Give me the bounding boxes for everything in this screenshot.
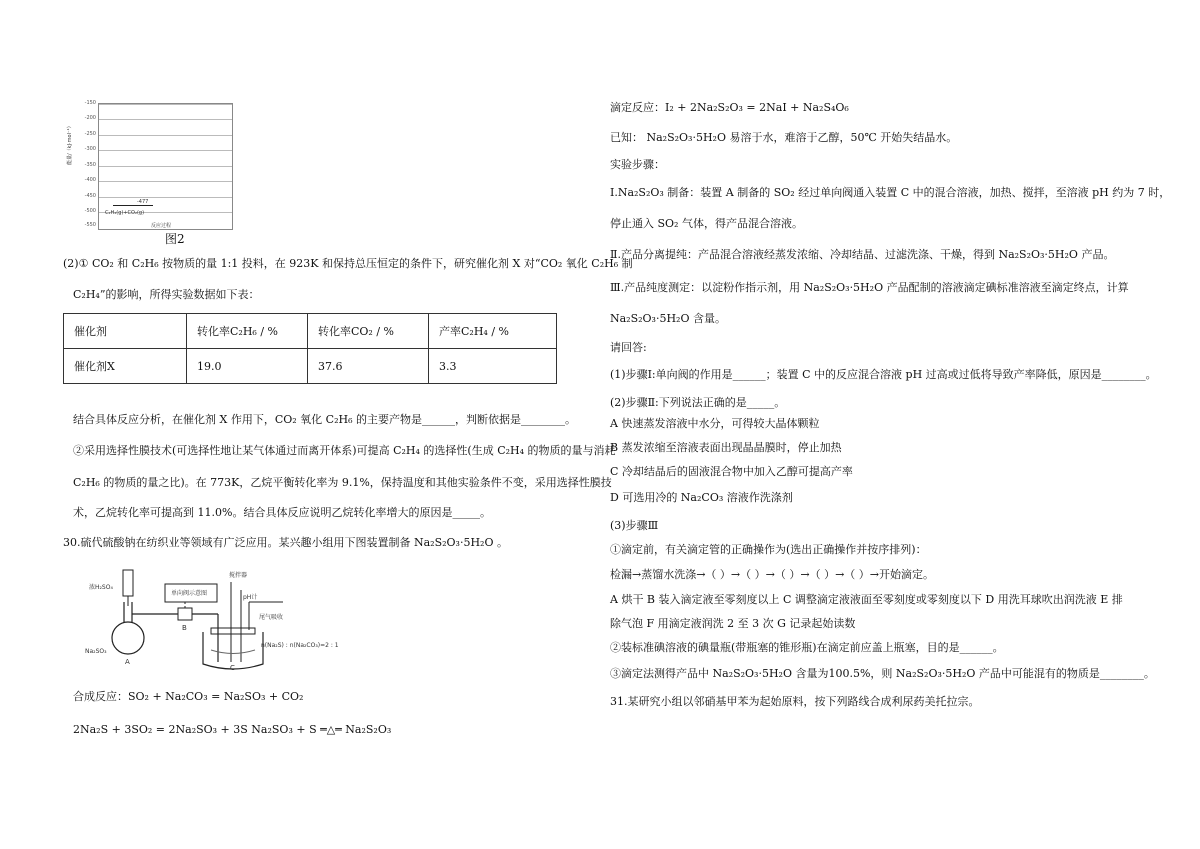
- titration-reaction: 滴定反应：I₂ + 2Na₂S₂O₃ = 2NaI + Na₂S₄O₆: [610, 101, 849, 114]
- question3-2: ②装标准碘溶液的碘量瓶(带瓶塞的锥形瓶)在滴定前应盖上瓶塞，目的是______。: [610, 641, 1004, 654]
- y-tick: -450: [84, 193, 96, 199]
- question3: (3)步骤Ⅲ: [610, 519, 659, 532]
- species-label: C₂H₄(g)+CO₂(g): [105, 210, 145, 216]
- label-a: A: [125, 658, 130, 666]
- y-tick: -200: [84, 115, 96, 121]
- synthesis-line1: 合成反应：SO₂ + Na₂CO₃ = Na₂SO₃ + CO₂: [73, 690, 304, 703]
- label-b: B: [182, 624, 187, 632]
- question2-line1: ②采用选择性膜技术(可选择性地让某气体通过而离开体系)可提高 C₂H₄ 的选择性(生成 C₂H₄ 的物质的量与消耗: [73, 444, 616, 457]
- y-tick: -350: [84, 162, 96, 168]
- question2-line3: 术，乙烷转化率可提高到 11.0%。结合具体反应说明乙烷转化率增大的原因是_____。: [73, 506, 491, 519]
- catalyst-table: [63, 313, 557, 384]
- y-axis-label: 能量/（kJ·mol⁻¹）: [67, 123, 73, 165]
- question3-1: ①滴定前，有关滴定管的正确操作为(选出正确操作并按序排列)：: [610, 543, 927, 556]
- question3-options2: 除气泡 F 用滴定液润洗 2 至 3 次 G 记录起始读数: [610, 617, 856, 630]
- figure-caption: 图2: [165, 232, 185, 246]
- table-header-cell: 产率C₂H₄ / %: [429, 314, 557, 349]
- y-tick: -150: [84, 100, 96, 106]
- gridline: [99, 119, 232, 120]
- apparatus-drawing: [83, 562, 343, 672]
- y-tick: -250: [84, 131, 96, 137]
- table-cell: 37.6: [308, 349, 429, 384]
- acid-label: 浓H₂SO₄: [89, 584, 113, 591]
- synthesis-line2: 2Na₂S + 3SO₂ = 2Na₂SO₃ + 3S Na₂SO₃ + S ═△═ Na₂S₂O₃: [73, 723, 392, 736]
- option-a: A 快速蒸发溶液中水分，可得较大晶体颗粒: [610, 417, 820, 430]
- gridline: [99, 197, 232, 198]
- question2-line2: C₂H₆ 的物质的量之比)。在 773K，乙烷平衡转化率为 9.1%，保持温度和其他实验条件不变，采用选择性膜技: [73, 476, 612, 489]
- question30-line: 30.硫代硫酸钠在纺织业等领域有广泛应用。某兴趣小组用下图装置制备 Na₂S₂O₃·5H₂O 。: [63, 536, 508, 549]
- question-line: 结合具体反应分析，在催化剂 X 作用下，CO₂ 氧化 C₂H₆ 的主要产物是______，判断依据是________。: [73, 413, 576, 426]
- step1-line2: 停止通入 SO₂ 气体，得产品混合溶液。: [610, 217, 803, 230]
- question31: 31.某研究小组以邻硝基甲苯为起始原料，按下列路线合成利尿药美托拉宗。: [610, 695, 980, 708]
- energy-value: -477: [137, 199, 149, 205]
- question2: (2)步骤Ⅱ:下列说法正确的是_____。: [610, 396, 786, 409]
- gridline: [99, 135, 232, 136]
- gridline: [99, 166, 232, 167]
- table-cell: 19.0: [187, 349, 308, 384]
- steps-title: 实验步骤：: [610, 158, 665, 171]
- table-row: [64, 349, 557, 384]
- tail-gas-label: 尾气吸收: [259, 614, 284, 621]
- table-header-cell: 催化剂: [64, 314, 187, 349]
- solid-label: Na₂SO₃: [85, 648, 107, 655]
- table-cell: 催化剂X: [64, 349, 187, 384]
- question3-3: ③滴定法测得产品中 Na₂S₂O₃·5H₂O 含量为100.5%，则 Na₂S₂O₃·5H₂O 产品中可能混有的物质是________。: [610, 667, 1155, 680]
- stirrer-label: 搅拌器: [229, 572, 248, 579]
- option-b: B 蒸发浓缩至溶液表面出现晶晶膜时，停止加热: [610, 441, 842, 454]
- ratio-label: n(Na₂S) : n(Na₂CO₃)=2 : 1: [261, 642, 339, 649]
- y-tick: -500: [84, 208, 96, 214]
- question3-sequence: 检漏→蒸馏水洗涤→（ ）→（ ）→（ ）→（ ）→（ ）→开始滴定。: [610, 568, 934, 581]
- option-c: C 冷却结晶后的固液混合物中加入乙醇可提高产率: [610, 465, 853, 478]
- valve-label: 单向阀示意图: [171, 590, 208, 597]
- y-tick: -300: [84, 146, 96, 152]
- y-tick: -550: [84, 222, 96, 228]
- question3-options1: A 烘干 B 装入滴定液至零刻度以上 C 调整滴定液液面至零刻度或零刻度以下 D 用洗耳球吹出润洗液 E 排: [610, 593, 1123, 606]
- p2-line2: C₂H₄”的影响，所得实验数据如下表：: [73, 288, 260, 301]
- step2: Ⅱ.产品分离提纯：产品混合溶液经蒸发浓缩、冷却结晶、过滤洗涤、干燥，得到 Na₂S₂O₃·5H₂O 产品。: [610, 248, 1115, 261]
- x-axis-label: 反应过程: [151, 223, 172, 229]
- known-info: 已知： Na₂S₂O₃·5H₂O 易溶于水，难溶于乙醇，50℃ 开始失结晶水。: [610, 131, 958, 144]
- ph-label: pH计: [243, 594, 258, 601]
- step3-line2: Na₂S₂O₃·5H₂O 含量。: [610, 312, 726, 325]
- label-c: C: [230, 664, 235, 672]
- answer-prompt: 请回答:: [610, 341, 647, 354]
- table-header-row: [64, 314, 557, 349]
- apparatus-diagram: [83, 562, 343, 672]
- gridline: [99, 104, 232, 105]
- y-tick: -400: [84, 177, 96, 183]
- step1-line1: Ⅰ.Na₂S₂O₃ 制备：装置 A 制备的 SO₂ 经过单向阀通入装置 C 中的混合溶液，加热、搅拌，至溶液 pH 约为 7 时，: [610, 186, 1171, 199]
- gridline: [99, 150, 232, 151]
- p2-line1: (2)① CO₂ 和 C₂H₆ 按物质的量 1:1 投料，在 923K 和保持总压恒定的条件下，研究催化剂 X 对“CO₂ 氧化 C₂H₆ 制: [63, 257, 633, 270]
- chart-frame: [98, 103, 233, 230]
- table-cell: 3.3: [429, 349, 557, 384]
- question1: (1)步骤Ⅰ:单向阀的作用是______；装置 C 中的反应混合溶液 pH 过高或过低将导致产率降低，原因是________。: [610, 368, 1157, 381]
- table-header-cell: 转化率CO₂ / %: [308, 314, 429, 349]
- table-header-cell: 转化率C₂H₆ / %: [187, 314, 308, 349]
- step3-line1: Ⅲ.产品纯度测定：以淀粉作指示剂，用 Na₂S₂O₃·5H₂O 产品配制的溶液滴定碘标准溶液至滴定终点，计算: [610, 281, 1129, 294]
- option-d: D 可选用冷的 Na₂CO₃ 溶液作洗涤剂: [610, 491, 793, 504]
- gridline: [99, 181, 232, 182]
- energy-level-line: [113, 205, 153, 206]
